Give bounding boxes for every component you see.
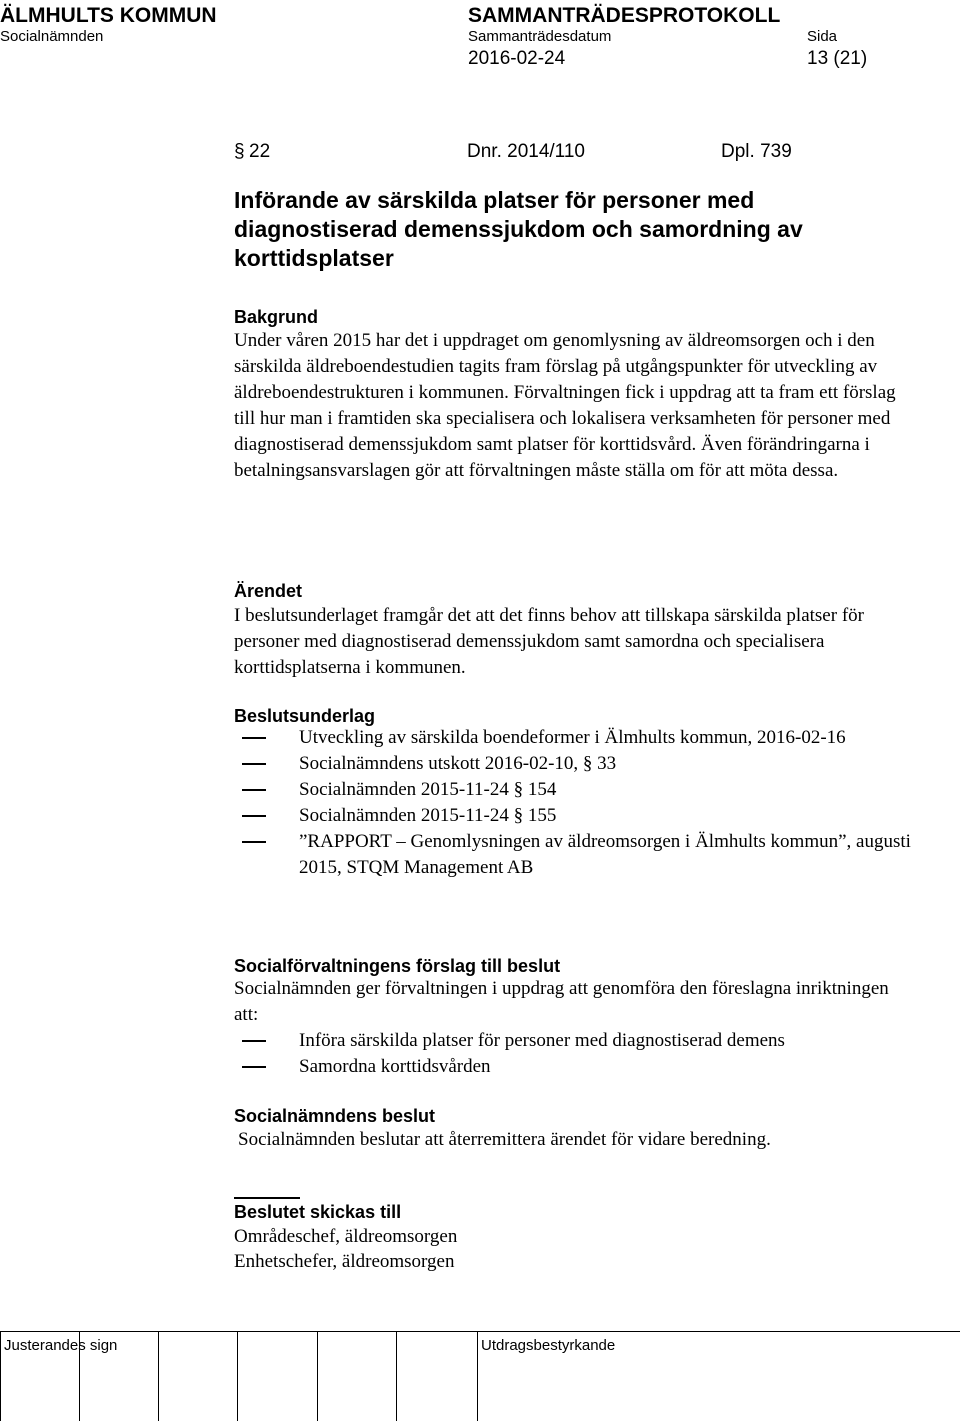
signature-footer xyxy=(0,1331,960,1421)
item-title: Införande av särskilda platser för personer med diagnostiserad demenssjukdom och samordning av korttidsplatser xyxy=(234,187,803,271)
signature-box xyxy=(317,1332,318,1421)
matter-text: I beslutsunderlaget framgår det att det finns behov att tillskapa särskilda platser för personer med diagnostiserad demenssjukdom samt samordna och specialisera korttidsplatserna i kommunen. xyxy=(234,605,864,678)
recipients-heading: Beslutet skickas till xyxy=(234,1202,402,1222)
decision-heading: Socialnämndens beslut xyxy=(234,1106,436,1126)
basis-heading: Beslutsunderlag xyxy=(234,706,376,726)
extract-box xyxy=(477,1332,478,1421)
list-item: ”RAPPORT – Genomlysningen av äldreomsorgen i Älmhults kommun”, augusti 2015, STQM Management AB xyxy=(234,829,914,881)
proposal-text: Socialnämnden ger förvaltningen i uppdrag att genomföra den föreslagna inriktningen att: xyxy=(234,978,889,1025)
list-item: Socialnämndens utskott 2016-02-10, § 33 xyxy=(234,751,914,777)
signature-box xyxy=(237,1332,238,1421)
page-label: Sida xyxy=(807,28,838,45)
registration-number: Dnr. 2014/110 xyxy=(467,141,585,162)
signature-box xyxy=(396,1332,397,1421)
list-item: Socialnämnden 2015-11-24 § 155 xyxy=(234,803,914,829)
basis-list xyxy=(234,725,914,881)
decision-text: Socialnämnden beslutar att återremittera ärendet för vidare beredning. xyxy=(238,1129,771,1150)
matter-heading: Ärendet xyxy=(234,581,303,601)
recipient-2: Enhetschefer, äldreomsorgen xyxy=(234,1251,455,1272)
page-number: 13 (21) xyxy=(807,48,868,69)
list-item: Samordna korttidsvården xyxy=(234,1054,914,1080)
separator-line xyxy=(234,1197,300,1199)
department-name: Socialnämnden xyxy=(0,28,104,45)
proposal-list xyxy=(234,1028,914,1080)
list-item: Utveckling av särskilda boendeformer i Älmhults kommun, 2016-02-16 xyxy=(234,725,914,751)
dpl-number: Dpl. 739 xyxy=(721,141,792,162)
proposal-heading: Socialförvaltningens förslag till beslut xyxy=(234,956,561,976)
meeting-date: 2016-02-24 xyxy=(468,48,566,69)
background-heading: Bakgrund xyxy=(234,307,319,327)
dash-bullet xyxy=(242,1040,266,1042)
dash-bullet xyxy=(242,1066,266,1068)
dash-bullet xyxy=(242,763,266,765)
dash-bullet xyxy=(242,737,266,739)
list-item: Införa särskilda platser för personer med diagnostiserad demens xyxy=(234,1028,914,1054)
signature-box xyxy=(0,1332,1,1421)
dash-bullet xyxy=(242,789,266,791)
section-sign: § xyxy=(234,141,245,162)
extract-label: Utdragsbestyrkande xyxy=(481,1337,616,1354)
organization-name: ÄLMHULTS KOMMUN xyxy=(0,4,217,27)
document-type: SAMMANTRÄDESPROTOKOLL xyxy=(468,4,781,27)
sign-label: Justerandes sign xyxy=(4,1337,118,1354)
meeting-date-label: Sammanträdesdatum xyxy=(468,28,612,45)
section-number: 22 xyxy=(249,141,271,162)
background-text: Under våren 2015 har det i uppdraget om genomlysning av äldreomsorgen och i den särskilda äldreboendestudien tagits fram förslag på utgångspunkter för utveckling av äldreboendestrukturen i kommunen. Förvaltningen fick i uppdrag att ta fram ett förslag till hur man i framtiden ska specialisera och lokalisera verksamheten för personer med diagnostiserad demenssjukdom samt platser för korttidsvård. Även förändringarna i betalningsansvarslagen gör att förvaltningen måste ställa om för att möta dessa. xyxy=(234,330,896,481)
dash-bullet xyxy=(242,841,266,843)
signature-box xyxy=(158,1332,159,1421)
recipient-1: Områdeschef, äldreomsorgen xyxy=(234,1226,458,1247)
list-item: Socialnämnden 2015-11-24 § 154 xyxy=(234,777,914,803)
dash-bullet xyxy=(242,815,266,817)
